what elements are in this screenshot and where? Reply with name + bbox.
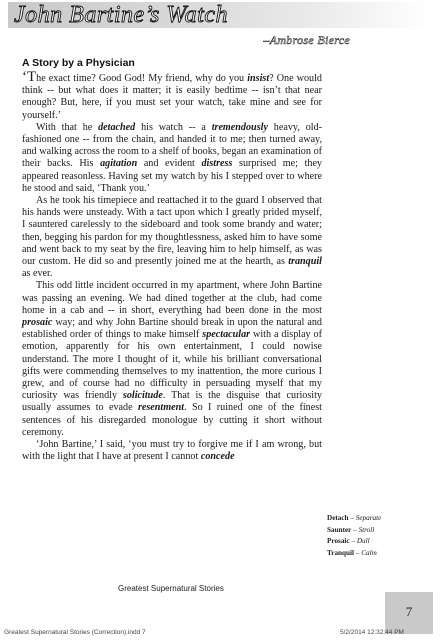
text-run: and evident <box>137 158 202 170</box>
glossary-definition: Stroll <box>358 525 375 534</box>
glossary-entry: Tranquil – Calm <box>327 548 377 557</box>
glossed-word: detached <box>98 121 136 133</box>
text-run: As he took his timepiece and reattached it to the guard I observed that his hands were unsteady. With a tact upon which I greatly prided myself, I sauntered carelessly to the sideboard and took some brandy and water; then, begging his pardon for my thoughtlessness, asked him to have some and went back to my seat by the fire, leaving him to help himself, as was our custom. He did so and presently joined me at the hearth, as <box>22 195 322 268</box>
page-number: 7 <box>405 604 413 619</box>
footer-book-title: Greatest Supernatural Stories <box>118 584 224 593</box>
text-run: ‘John Bartine,’ I said, ‘you must try to forgive me if I am wrong, but with the light that I have at present I cannot <box>22 439 322 463</box>
text-run: This odd little incident occurred in my apartment, where John Bartine was passing an evening. We had dined together at the club, had come home in a cab and -- in short, everything had been done in the most <box>22 280 322 316</box>
text-run: . That is the disguise that curiosity usually assumes to evade <box>22 390 322 414</box>
page-number-box <box>385 592 433 634</box>
text-run: With that he <box>36 121 99 133</box>
text-run: . So I ruined one of the finest sentences of his disregarded monologue by cutting it short without ceremony. <box>22 402 322 438</box>
story-paragraph <box>22 195 322 280</box>
drop-cap: ‘T <box>22 69 37 85</box>
glossary-entry: Detach – Separate <box>327 514 382 522</box>
glossed-word: spectacular <box>202 329 251 341</box>
print-slug-file: Greatest Supernatural Stories (Correction).indd 7 <box>4 629 146 636</box>
glossary-term: Detach <box>327 514 349 522</box>
text-run: surprised me; they appeared reasonless. Having set my watch by his I stepped over to where he stood and said, ‘Thank you.’ <box>22 158 322 194</box>
glossary-term: Saunter <box>327 525 352 534</box>
story-paragraph <box>22 280 322 439</box>
glossed-word: concede <box>200 451 235 463</box>
text-run: with a display of emotion, apparently for his own entertainment, I could nowise understand. The more I thought of it, while his brilliant conversational gifts were commending themselves to my inattention, the more curious I grew, and of course had no difficulty in persuading myself that my curiosity was friendly <box>22 329 322 402</box>
glossary-term: Prosaic <box>327 537 350 545</box>
story-paragraph <box>22 122 322 195</box>
story-subtitle: A Story by a Physician <box>22 57 135 69</box>
glossary-term: Tranquil <box>327 548 355 557</box>
text-run: way; and why John Bartine should break in upon the natural and established order of things to make himself <box>22 317 322 341</box>
story-title: John Bartine’s Watch <box>14 2 228 28</box>
author-name: –Ambrose Bierce <box>263 33 350 47</box>
glossary-definition: Dull <box>356 537 370 545</box>
glossed-word: solicitude <box>122 390 163 402</box>
glossed-word: tranquil <box>288 256 322 268</box>
glossed-word: resentment <box>137 402 185 414</box>
text-run: he exact time? Good God! My friend, why do you <box>36 73 248 84</box>
glossary-definition: Separate <box>355 514 382 522</box>
print-slug-timestamp: 5/2/2014 12:32:44 PM <box>340 629 404 636</box>
text-run: as ever. <box>22 268 53 280</box>
text-run: ? One would think -- but what does it matter; it is easily bedtime -- isn’t that near enough? But, here, if you must set your watch, take mine and see for yourself.’ <box>22 73 322 121</box>
glossed-word: agitation <box>100 158 138 170</box>
glossed-word: prosaic <box>22 317 53 329</box>
glossary-entry: Saunter – Stroll <box>327 525 375 534</box>
glossed-word: insist <box>247 73 270 84</box>
text-run: his watch -- a <box>135 121 212 133</box>
glossary-sidebar <box>327 513 427 559</box>
story-body <box>22 69 322 464</box>
glossed-word: tremendously <box>211 121 268 133</box>
glossary-definition: Calm <box>361 548 377 557</box>
glossed-word: distress <box>201 158 233 170</box>
glossary-entry: Prosaic – Dull <box>327 537 370 545</box>
story-paragraph <box>22 439 322 463</box>
story-paragraph <box>22 69 322 122</box>
text-run: heavy, old-fashioned one -- from the chain, and handed it to me; then turned away, and walking across the room to a shelf of books, began an examination of their backs. His <box>22 121 322 170</box>
